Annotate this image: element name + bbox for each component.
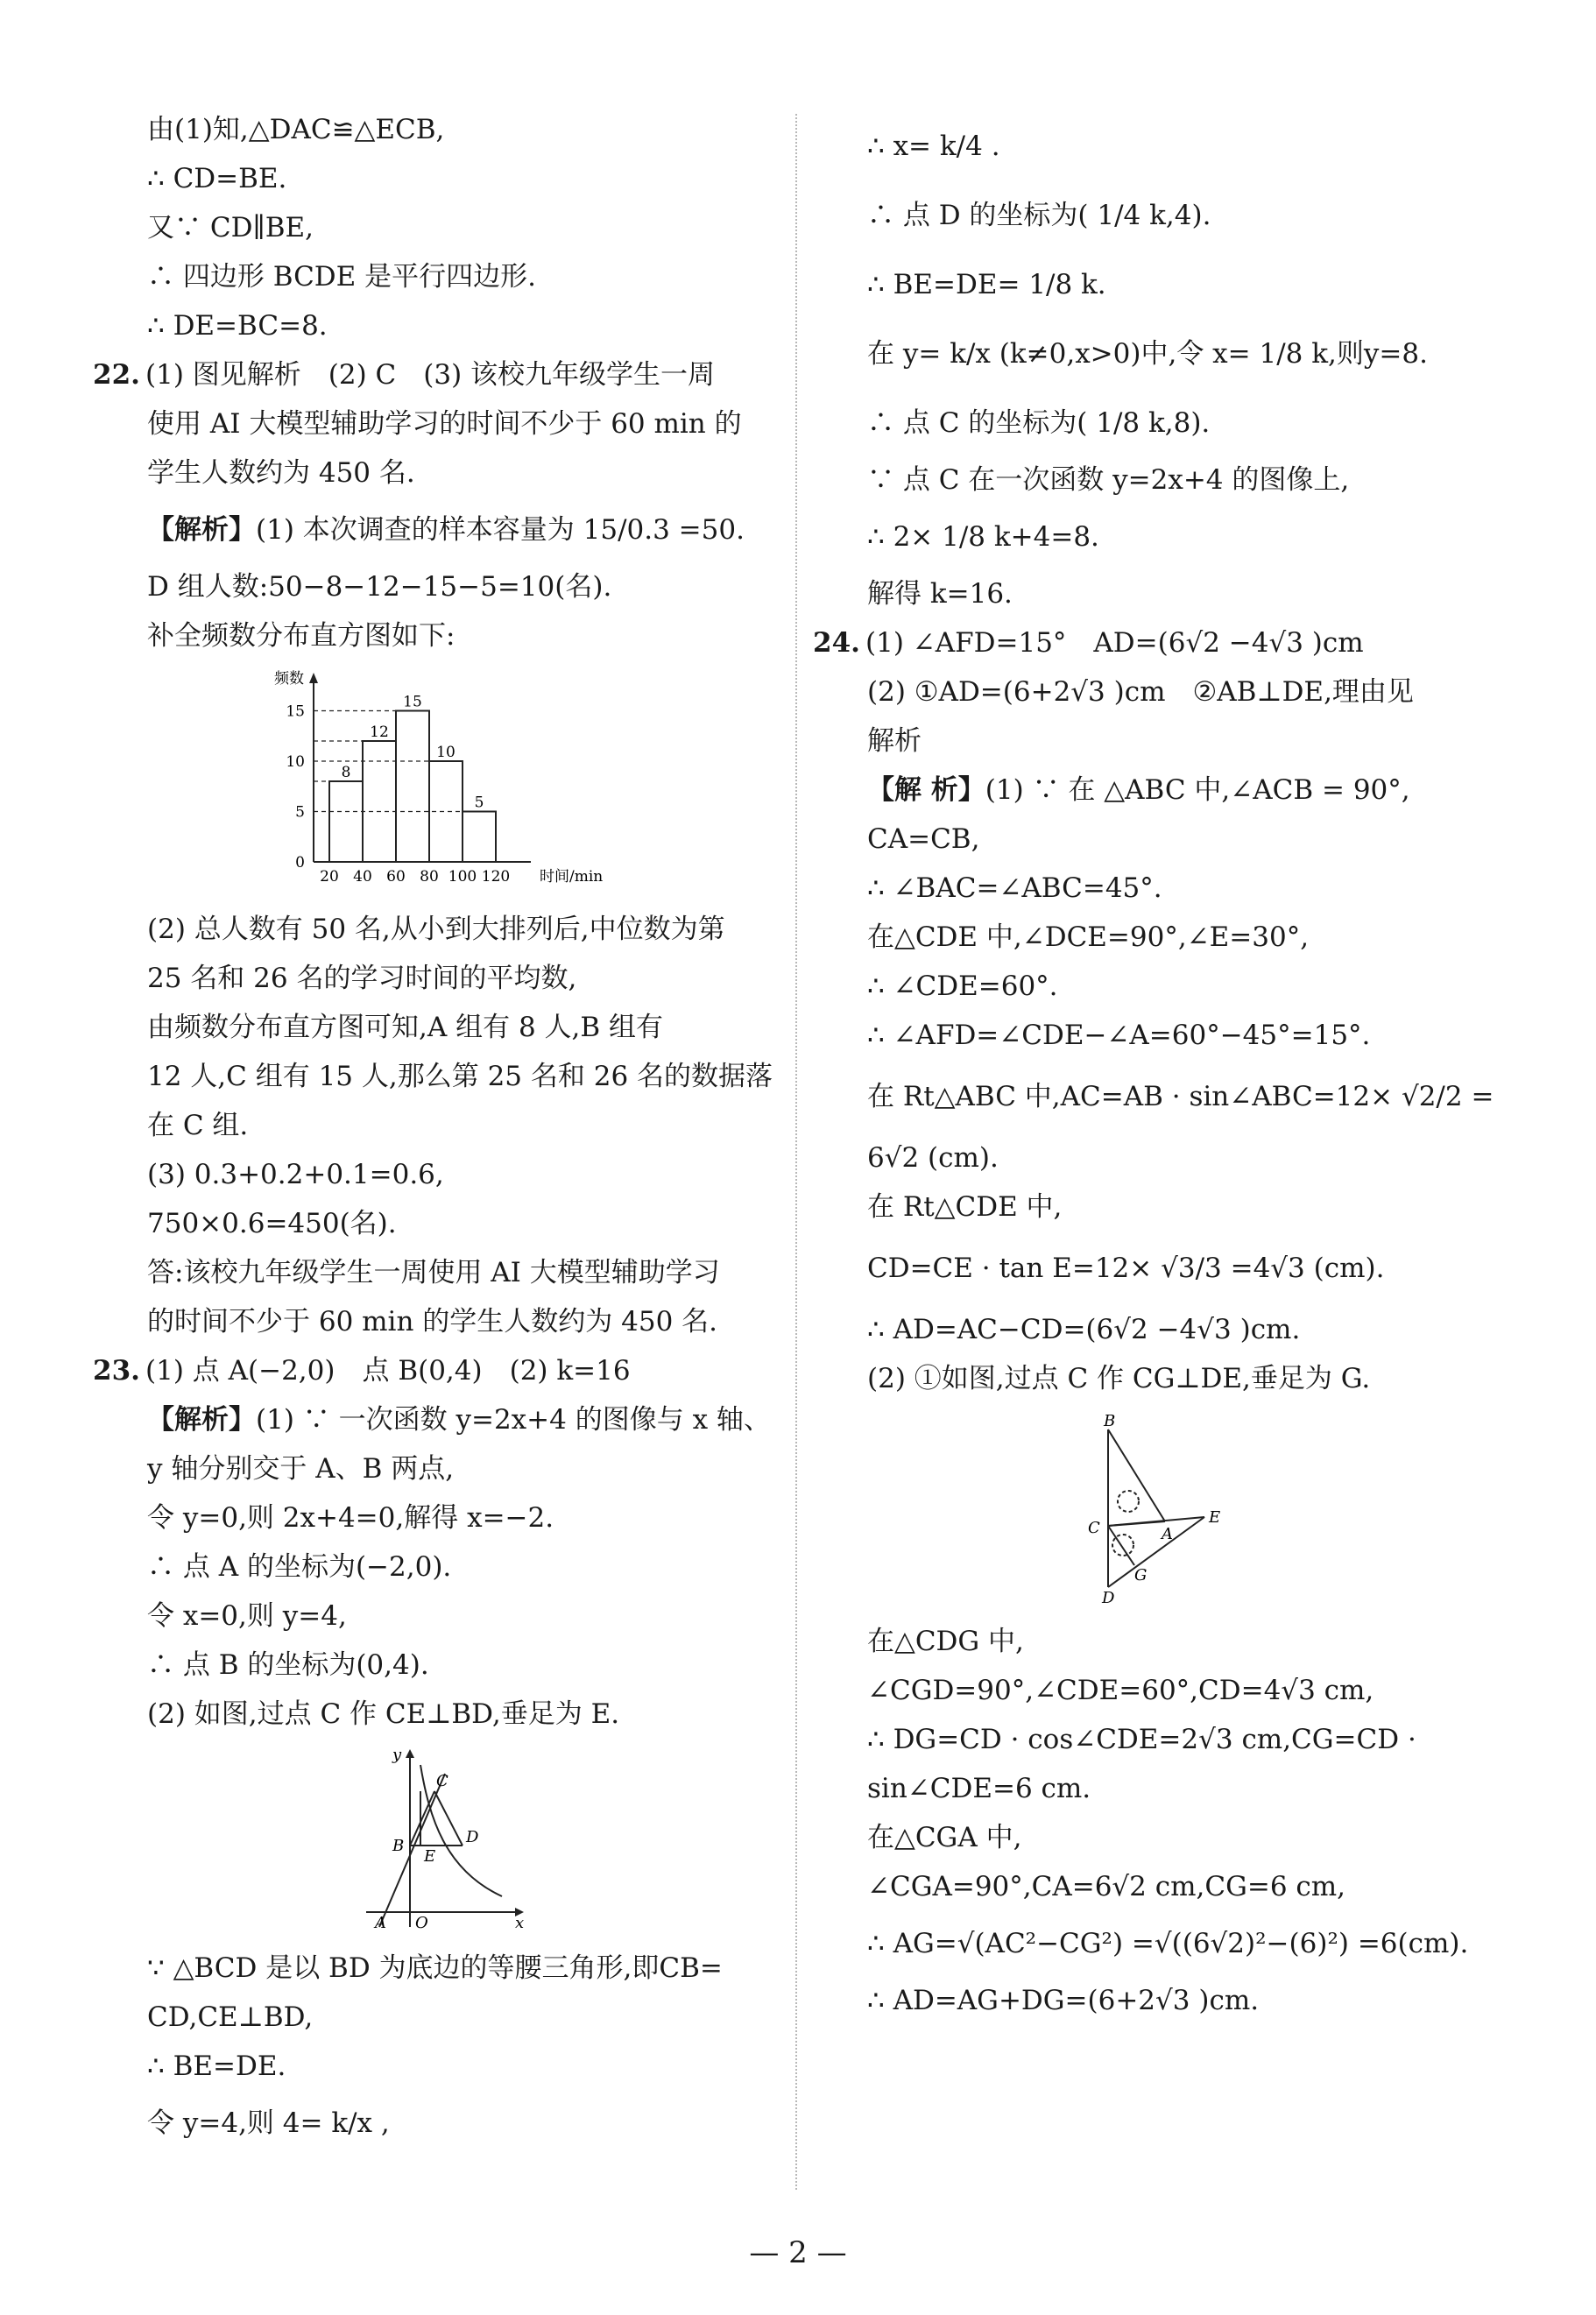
text-line: ∴ 点 A 的坐标为(−2,0). xyxy=(147,1551,452,1583)
text-line: ∴ 点 D 的坐标为( 1/4 k,4). xyxy=(867,200,1211,231)
x-tick-label: 60 xyxy=(386,868,406,886)
histogram-bar xyxy=(363,741,396,862)
text-line: 在△CGA 中, xyxy=(867,1822,1022,1853)
point-label: B xyxy=(392,1837,405,1855)
text-line: 答:该校九年级学生一周使用 AI 大模型辅助学习 xyxy=(147,1257,720,1288)
text-line: 在 y= k/x (k≠0,x>0)中,令 x= 1/8 k,则y=8. xyxy=(867,338,1428,370)
text-line: 学生人数约为 450 名. xyxy=(147,457,415,489)
bar-value-label: 5 xyxy=(474,794,484,812)
analysis-tag: 【解 析】 xyxy=(867,774,985,806)
text-line: ∠CGA=90°,CA=6√2 cm,CG=6 cm, xyxy=(867,1871,1346,1902)
text-line: (2) 总人数有 50 名,从小到大排列后,中位数为第 xyxy=(147,914,725,945)
text-line: 在△CDG 中, xyxy=(867,1626,1024,1657)
column-divider xyxy=(795,114,797,2190)
question-number: 22. xyxy=(93,359,140,391)
point-label: D xyxy=(466,1828,479,1846)
left-column xyxy=(93,105,773,2156)
point-label: E xyxy=(1209,1508,1221,1527)
histogram-bar xyxy=(329,781,363,862)
text-line: ∴ AG=√(AC²−CG²) =√((6√2)²−(6)²) =6(cm). xyxy=(867,1928,1469,1959)
text-line: ∴ AD=AC−CD=(6√2 −4√3 )cm. xyxy=(867,1314,1301,1345)
bar-value-label: 15 xyxy=(403,693,422,711)
page-number: — 2 — xyxy=(749,2235,847,2270)
x-tick-label: 40 xyxy=(353,868,372,886)
figure-23 xyxy=(357,1747,760,1935)
bar-value-label: 10 xyxy=(436,744,455,761)
text-line: ∴ DE=BC=8. xyxy=(147,310,328,342)
text-line: 补全频数分布直方图如下: xyxy=(147,620,455,652)
point-label: G xyxy=(1134,1566,1148,1585)
point-label: O xyxy=(415,1914,428,1931)
text-line: ∴ ∠AFD=∠CDE−∠A=60°−45°=15°. xyxy=(867,1020,1371,1051)
text-line: CA=CB, xyxy=(867,823,980,855)
x-axis-label: 时间/min xyxy=(540,868,604,886)
text-line: (3) 0.3+0.2+0.1=0.6, xyxy=(147,1159,444,1190)
point-label: C xyxy=(1088,1519,1100,1537)
text-line: 解析 xyxy=(867,725,922,757)
text-line: ∴ ∠CDE=60°. xyxy=(867,970,1058,1002)
text-line: 解得 k=16. xyxy=(867,578,1013,610)
text-line: ∴ 点 B 的坐标为(0,4). xyxy=(147,1649,429,1681)
text-line: ∴ ∠BAC=∠ABC=45°. xyxy=(867,872,1162,904)
text-line: D 组人数:50−8−12−15−5=10(名). xyxy=(147,571,612,603)
text-line: (2) 如图,过点 C 作 CE⊥BD,垂足为 E. xyxy=(147,1698,620,1730)
analysis-tag: 【解析】 xyxy=(147,514,256,546)
triangle-figure xyxy=(1077,1412,1253,1605)
bar-value-label: 8 xyxy=(341,764,351,781)
histogram-bar xyxy=(463,812,496,863)
text-line: ∴ DG=CD · cos∠CDE=2√3 cm,CG=CD · xyxy=(867,1724,1416,1755)
right-column xyxy=(813,114,1494,2025)
point-label: D xyxy=(1102,1589,1115,1605)
text-line: ∴ CD=BE. xyxy=(147,163,287,194)
text-line: ∵ 点 C 在一次函数 y=2x+4 的图像上, xyxy=(867,464,1350,496)
text-line: 由(1)知,△DAC≌△ECB, xyxy=(147,114,445,145)
text-line: 在 C 组. xyxy=(147,1110,249,1141)
function-graph-figure xyxy=(357,1747,533,1931)
point-label: B xyxy=(1104,1412,1116,1430)
text-line: CD=CE · tan E=12× √3/3 =4√3 (cm). xyxy=(867,1253,1385,1284)
x-tick-label: 20 xyxy=(320,868,339,886)
y-tick-label: 5 xyxy=(295,803,305,822)
histogram-figure xyxy=(261,669,760,896)
axis-label: x xyxy=(515,1914,525,1931)
text-line: CD,CE⊥BD, xyxy=(147,2001,314,2033)
text-line: 在△CDE 中,∠DCE=90°,∠E=30°, xyxy=(867,921,1310,953)
text-line: ∴ 2× 1/8 k+4=8. xyxy=(867,521,1099,553)
text-line: ∴ BE=DE. xyxy=(147,2050,286,2082)
text-line: 12 人,C 组有 15 人,那么第 25 名和 26 名的数据落 xyxy=(147,1061,773,1092)
point-label: A xyxy=(1162,1525,1173,1543)
y-axis-arrow xyxy=(309,673,318,683)
histogram-chart xyxy=(261,669,646,893)
text-line: 又∵ CD∥BE, xyxy=(147,212,314,243)
text-line: sin∠CDE=6 cm. xyxy=(867,1773,1091,1804)
analysis-tag: 【解析】 xyxy=(147,1404,256,1436)
text-line: 25 名和 26 名的学习时间的平均数, xyxy=(147,963,577,994)
text-line: 由频数分布直方图可知,A 组有 8 人,B 组有 xyxy=(147,1012,664,1043)
y-axis-label: 频数 xyxy=(274,670,304,688)
text-line: 令 y=4,则 4= k/x , xyxy=(147,2107,390,2139)
axis-label: y xyxy=(392,1747,402,1764)
text-line: ∴ 四边形 BCDE 是平行四边形. xyxy=(147,261,536,293)
bar-value-label: 12 xyxy=(370,723,389,741)
text-line: ∵ △BCD 是以 BD 为底边的等腰三角形,即CB= xyxy=(147,1952,723,1984)
text-line: 在 Rt△CDE 中, xyxy=(867,1191,1063,1223)
text-line: 750×0.6=450(名). xyxy=(147,1208,397,1239)
figure-24 xyxy=(1077,1412,1480,1608)
q22-analysis-line: 【解析】(1) 本次调查的样本容量为 15/0.3 =50. xyxy=(147,514,745,546)
text-line: 在 Rt△ABC 中,AC=AB · sin∠ABC=12× √2/2 = xyxy=(867,1081,1494,1112)
text-line: 的时间不少于 60 min 的学生人数约为 450 名. xyxy=(147,1306,718,1337)
q23-answer-line: 23. (1) 点 A(−2,0) 点 B(0,4) (2) k=16 xyxy=(147,1346,760,1395)
text-line: ∴ BE=DE= 1/8 k. xyxy=(867,269,1106,300)
point-label: E xyxy=(424,1847,436,1866)
text-line: ∠CGD=90°,∠CDE=60°,CD=4√3 cm, xyxy=(867,1675,1374,1706)
question-number: 24. xyxy=(813,627,860,659)
y-tick-label: 10 xyxy=(286,753,305,771)
x-tick-label: 100 xyxy=(448,868,477,886)
question-number: 23. xyxy=(93,1355,140,1387)
x-tick-label: 120 xyxy=(481,868,511,886)
text-line: ∴ AD=AG+DG=(6+2√3 )cm. xyxy=(867,1985,1260,2016)
text-line: ∴ x= k/4 . xyxy=(867,131,1000,162)
q23-analysis-line: 【解析】(1) ∵ 一次函数 y=2x+4 的图像与 x 轴、 xyxy=(147,1404,771,1436)
x-tick-label: 80 xyxy=(420,868,439,886)
y-tick-label: 0 xyxy=(295,854,305,872)
text-line: ∴ 点 C 的坐标为( 1/8 k,8). xyxy=(867,407,1211,439)
point-label: A xyxy=(375,1914,386,1931)
q22-answer-line: 22. (1) 图见解析 (2) C (3) 该校九年级学生一周 xyxy=(147,350,760,399)
q24-answer-line: 24. (1) ∠AFD=15° AD=(6√2 −4√3 )cm xyxy=(867,618,1480,667)
text-line: 令 x=0,则 y=4, xyxy=(147,1600,347,1632)
y-tick-label: 15 xyxy=(286,702,305,721)
q24-analysis-line: 【解 析】(1) ∵ 在 △ABC 中,∠ACB = 90°, xyxy=(867,774,1410,806)
text-line: 令 y=0,则 2x+4=0,解得 x=−2. xyxy=(147,1502,554,1534)
histogram-bar xyxy=(396,711,429,863)
text-line: y 轴分别交于 A、B 两点, xyxy=(147,1453,455,1485)
text-line: (2) ①AD=(6+2√3 )cm ②AB⊥DE,理由见 xyxy=(867,676,1414,708)
text-line: 6√2 (cm). xyxy=(867,1142,999,1174)
text-line: (2) ①如图,过点 C 作 CG⊥DE,垂足为 G. xyxy=(867,1363,1371,1394)
point-label: C xyxy=(436,1772,448,1790)
text-line: 使用 AI 大模型辅助学习的时间不少于 60 min 的 xyxy=(147,408,742,440)
